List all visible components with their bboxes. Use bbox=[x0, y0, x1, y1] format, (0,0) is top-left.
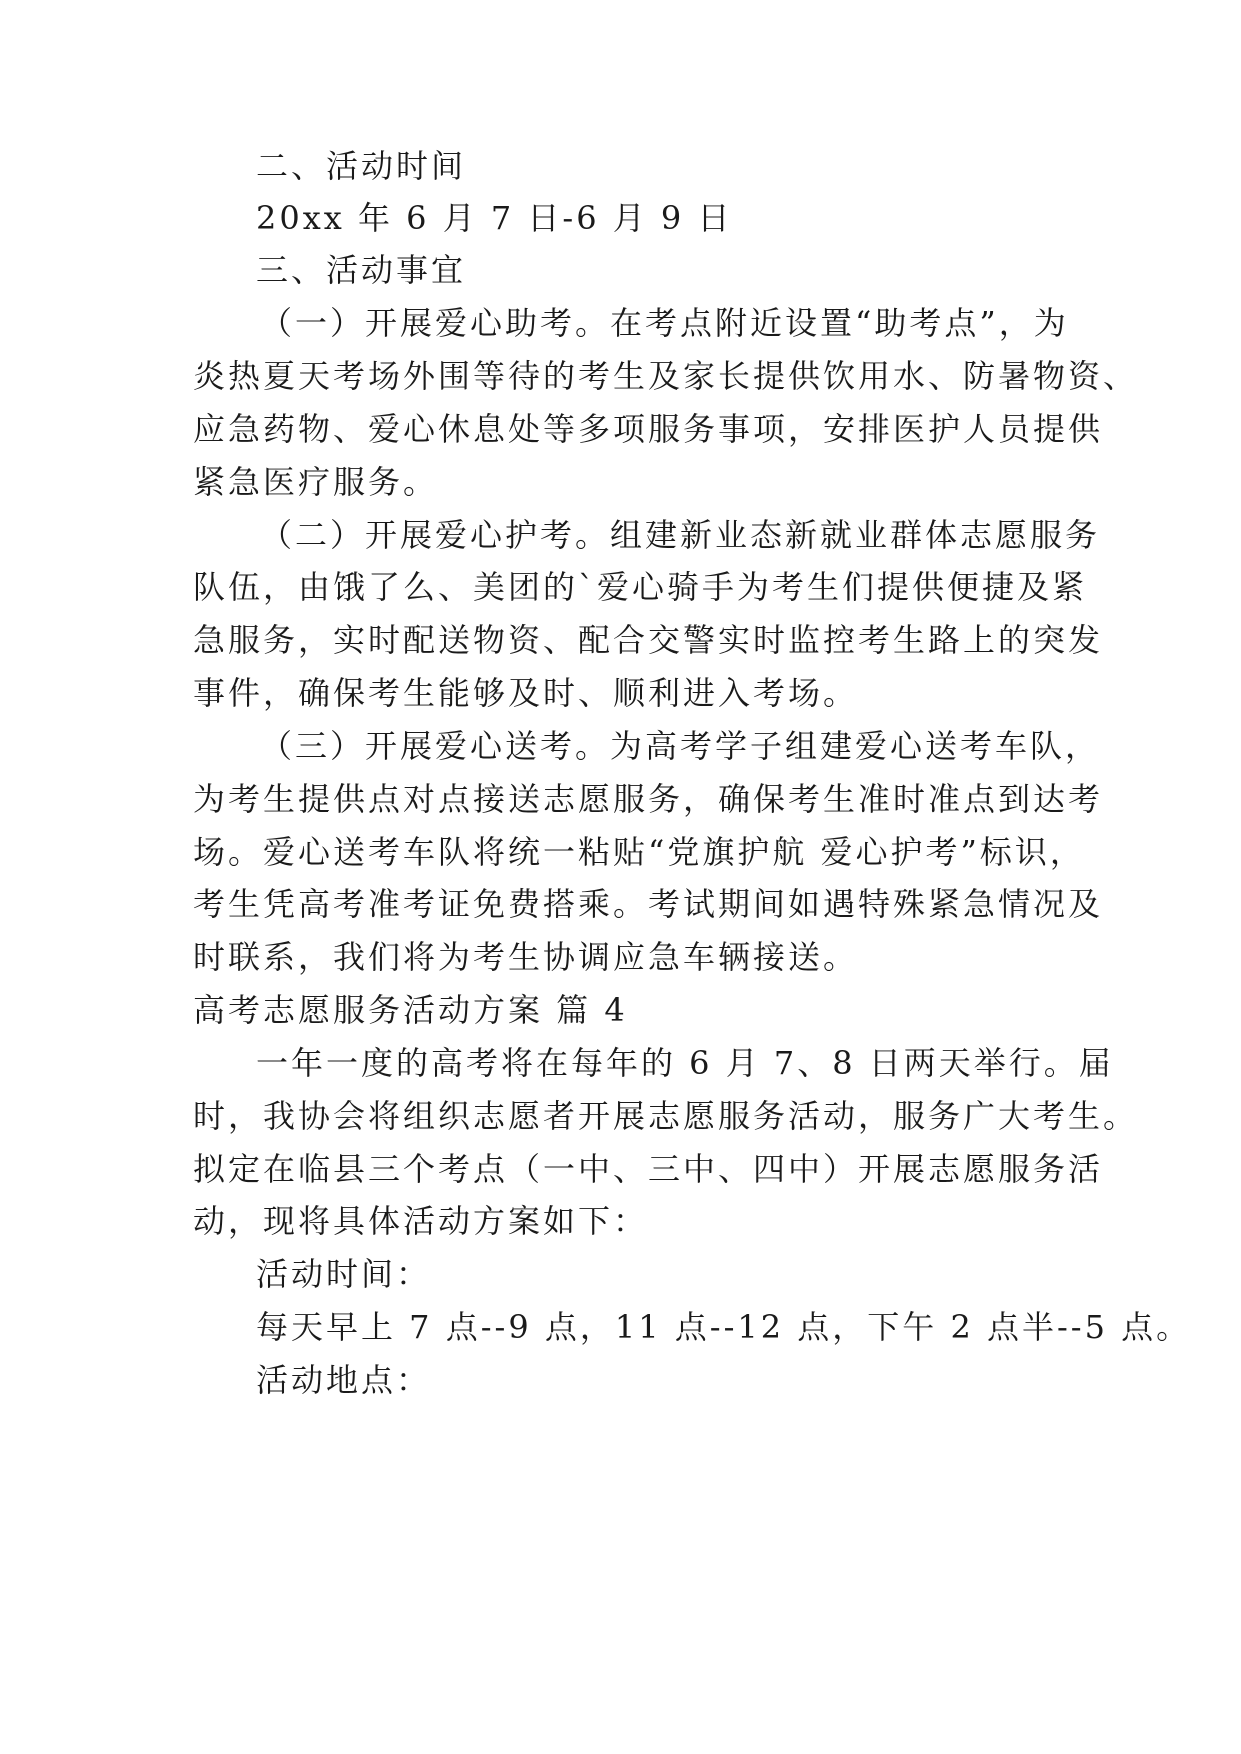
item1-line1: （一）开展爱心助考。在考点附近设置“助考点”，为 bbox=[260, 304, 1069, 342]
item2-line2: 队伍，由饿了么、美团的`爱心骑手为考生们提供便捷及紧 bbox=[193, 568, 1088, 606]
intro-line1: 一年一度的高考将在每年的 6 月 7、8 日两天举行。届 bbox=[256, 1044, 1114, 1082]
intro-line3: 拟定在临县三个考点（一中、三中、四中）开展志愿服务活 bbox=[193, 1150, 1104, 1188]
item1-line2: 炎热夏天考场外围等待的考生及家长提供饮用水、防暑物资、 bbox=[193, 357, 1139, 395]
activity-date: 20xx 年 6 月 7 日-6 月 9 日 bbox=[256, 199, 733, 237]
item3-line4: 考生凭高考准考证免费搭乘。考试期间如遇特殊紧急情况及 bbox=[193, 885, 1104, 923]
item3-line3: 场。爱心送考车队将统一粘贴“党旗护航 爱心护考”标识， bbox=[193, 833, 1085, 871]
time-value: 每天早上 7 点--9 点，11 点--12 点，下午 2 点半--5 点。 bbox=[256, 1308, 1192, 1346]
item3-line5: 时联系，我们将为考生协调应急车辆接送。 bbox=[193, 938, 859, 976]
section-heading-time: 二、活动时间 bbox=[256, 147, 467, 185]
place-label: 活动地点： bbox=[256, 1361, 432, 1399]
time-label: 活动时间： bbox=[256, 1255, 432, 1293]
intro-line2: 时，我协会将组织志愿者开展志愿服务活动，服务广大考生。 bbox=[193, 1097, 1139, 1135]
item2-line3: 急服务，实时配送物资、配合交警实时监控考生路上的突发 bbox=[193, 621, 1104, 659]
item2-line4: 事件，确保考生能够及时、顺利进入考场。 bbox=[193, 674, 859, 712]
item3-line2: 为考生提供点对点接送志愿服务，确保考生准时准点到达考 bbox=[193, 780, 1104, 818]
item2-line1: （二）开展爱心护考。组建新业态新就业群体志愿服务 bbox=[260, 516, 1101, 554]
intro-line4: 动，现将具体活动方案如下： bbox=[193, 1202, 649, 1240]
section-heading-matters: 三、活动事宜 bbox=[256, 251, 467, 289]
item1-line3: 应急药物、爱心休息处等多项服务事项，安排医护人员提供 bbox=[193, 410, 1104, 448]
item1-line4: 紧急医疗服务。 bbox=[193, 463, 439, 501]
article-title: 高考志愿服务活动方案 篇 4 bbox=[193, 991, 628, 1029]
item3-line1: （三）开展爱心送考。为高考学子组建爱心送考车队， bbox=[260, 727, 1101, 765]
